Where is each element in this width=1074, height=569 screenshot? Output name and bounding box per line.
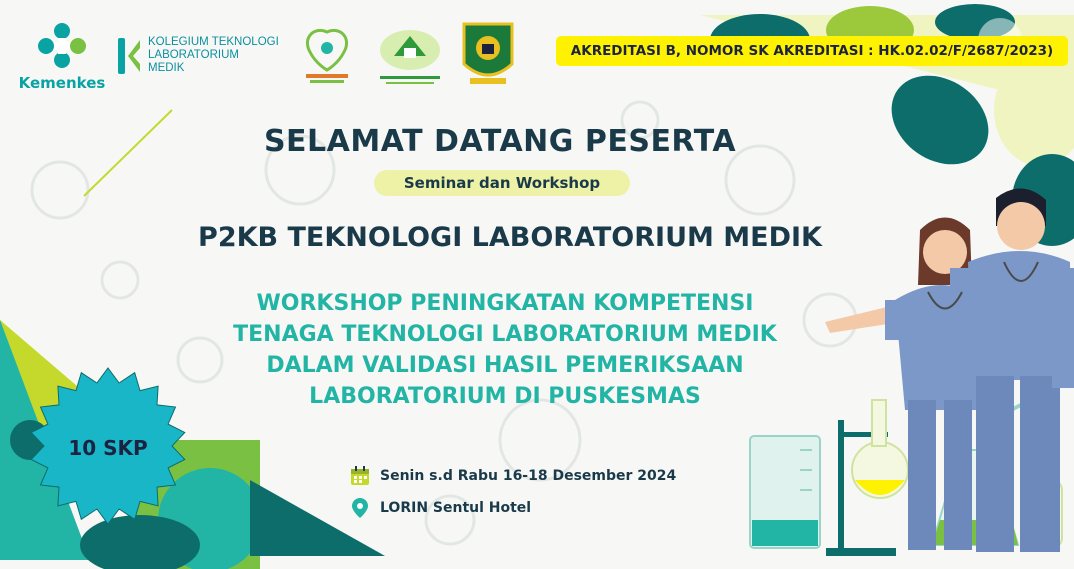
workshop-line-2: TENAGA TEKNOLOGI LABORATORIUM MEDIK: [233, 322, 777, 347]
calendar-icon: [350, 466, 370, 486]
dinas-kesehatan-logo: [296, 24, 358, 86]
kolegium-line-2: LABORATORIUM: [148, 49, 239, 61]
workshop-line-3: DALAM VALIDASI HASIL PEMERIKSAAN: [266, 353, 744, 378]
event-type-tag: Seminar dan Workshop: [374, 170, 630, 196]
event-location-row: [350, 497, 531, 519]
skp-label: 10 SKP: [68, 436, 148, 460]
kolegium-line-3: MEDIK: [148, 62, 185, 74]
event-date-row: [350, 466, 676, 486]
kabupaten-emblem-logo: [458, 20, 518, 90]
kemenkes-mark-icon: [36, 22, 88, 68]
kolegium-logo: [116, 36, 298, 76]
kolegium-mark-icon: [116, 36, 142, 76]
workshop-line-1: WORKSHOP PENINGKATAN KOMPETENSI: [256, 291, 754, 316]
event-date: Senin s.d Rabu 16-18 Desember 2024: [380, 468, 677, 484]
event-location: LORIN Sentul Hotel: [380, 500, 532, 516]
lab-glassware: [750, 400, 1062, 556]
workshop-title: [140, 288, 870, 412]
kemenkes-label: Kemenkes: [18, 74, 106, 92]
workshop-line-4: LABORATORIUM DI PUSKESMAS: [309, 384, 701, 409]
kemenkes-logo: [14, 22, 110, 92]
event-subtitle: P2KB TEKNOLOGI LABORATORIUM MEDIK: [198, 222, 822, 253]
kolegium-text: [148, 36, 298, 75]
kolegium-line-1: KOLEGIUM TEKNOLOGI: [148, 36, 279, 48]
lembaga-logo: [374, 26, 446, 88]
location-pin-icon: [350, 497, 370, 519]
accreditation-banner: AKREDITASI B, NOMOR SK AKREDITASI : HK.02.02/F/2687/2023): [556, 36, 1068, 66]
page-title: SELAMAT DATANG PESERTA: [263, 124, 737, 159]
